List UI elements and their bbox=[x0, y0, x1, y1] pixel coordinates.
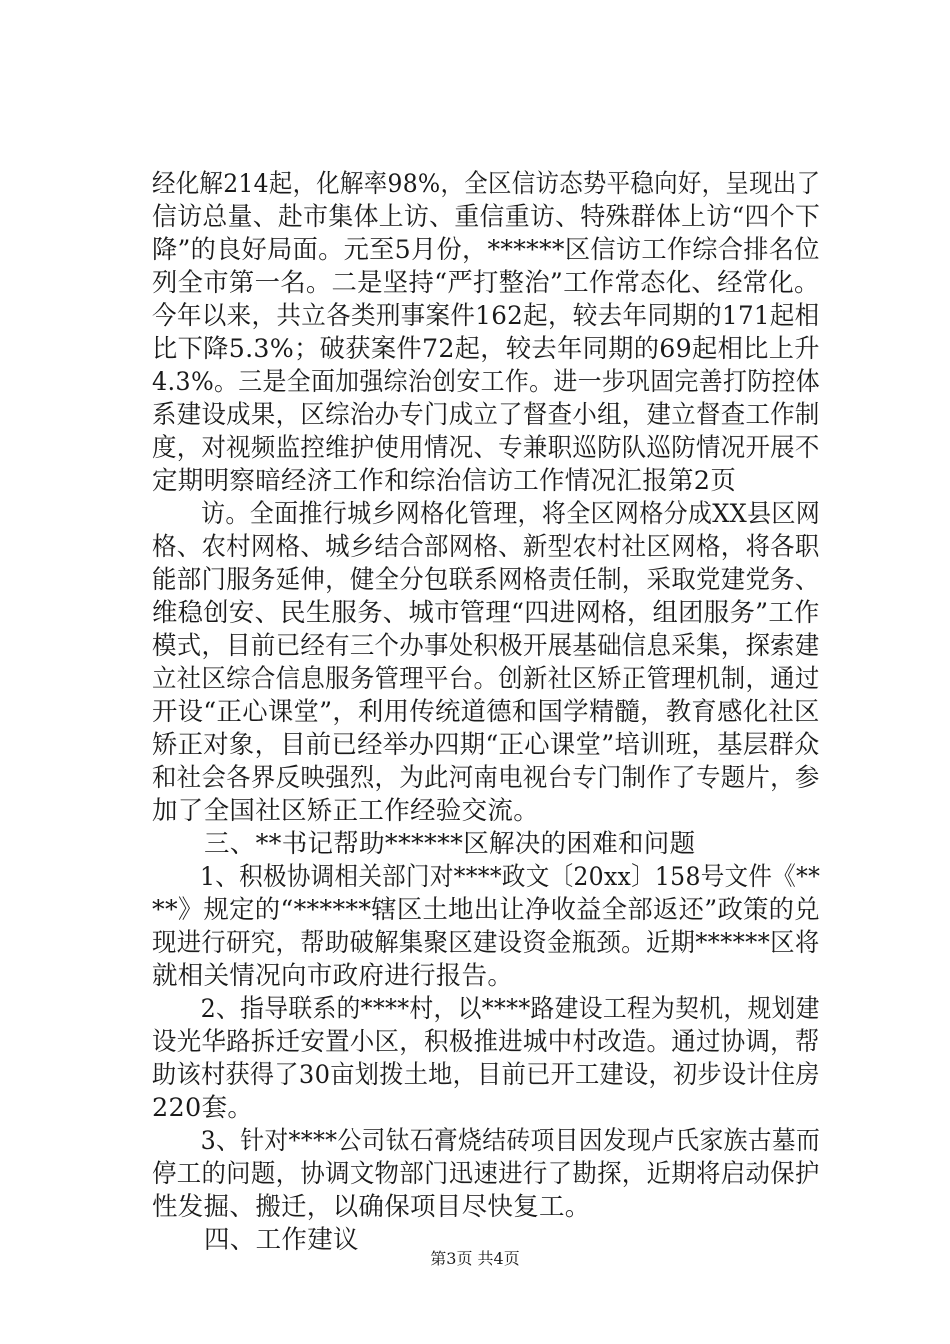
text-line: 定期明察暗经济工作和综治信访工作情况汇报第2页 bbox=[152, 466, 737, 496]
text-line: 访。全面推行城乡网格化管理，将全区网格分成XX县区网 bbox=[201, 499, 821, 529]
text-line: 立社区综合信息服务管理平台。创新社区矫正管理机制，通过 bbox=[152, 664, 820, 694]
text-line: 能部门服务延伸，健全分包联系网格责任制，采取党建党务、 bbox=[152, 565, 820, 595]
text-line: 助该村获得了30亩划拨土地，目前已开工建设，初步设计住房 bbox=[152, 1060, 820, 1090]
text-line: 比下降5.3%；破获案件72起，较去年同期的69起相比上升 bbox=[152, 334, 820, 364]
text-line: 设光华路拆迁安置小区，积极推进城中村改造。通过协调，帮 bbox=[152, 1027, 820, 1057]
text-line: 3、针对****公司钛石膏烧结砖项目因发现卢氏家族古墓而 bbox=[200, 1126, 821, 1156]
text-line: 今年以来，共立各类刑事案件162起，较去年同期的171起相 bbox=[152, 301, 820, 331]
text-line: 模式，目前已经有三个办事处积极开展基础信息采集，探索建 bbox=[152, 631, 820, 661]
text-line: 就相关情况向市政府进行报告。 bbox=[152, 961, 514, 991]
text-line: 开设“正心课堂”，利用传统道德和国学精髓，教育感化社区 bbox=[152, 697, 820, 727]
text-line: 加了全国社区矫正工作经验交流。 bbox=[152, 796, 540, 826]
text-line: 经化解214起，化解率98%，全区信访态势平稳向好，呈现出了 bbox=[152, 169, 821, 199]
text-line: 列全市第一名。二是坚持“严打整治”工作常态化、经常化。 bbox=[152, 268, 820, 298]
page-footer: 第3页 共4页 bbox=[430, 1249, 520, 1268]
text-line: 停工的问题，协调文物部门迅速进行了勘探，近期将启动保护 bbox=[152, 1159, 820, 1189]
text-line: 降”的良好局面。元至5月份，******区信访工作综合排名位 bbox=[152, 235, 820, 265]
text-line: **》规定的“******辖区土地出让净收益全部返还”政策的兑 bbox=[152, 895, 820, 925]
text-line: 矫正对象，目前已经举办四期“正心课堂”培训班，基层群众 bbox=[152, 730, 820, 760]
document-body bbox=[152, 168, 821, 1257]
text-line: 三、**书记帮助******区解决的困难和问题 bbox=[204, 829, 696, 859]
text-line: 四、工作建议 bbox=[204, 1225, 359, 1255]
text-line: 信访总量、赴市集体上访、重信重访、特殊群体上访“四个下 bbox=[152, 202, 821, 232]
text-line: 系建设成果，区综治办专门成立了督查小组，建立督查工作制 bbox=[152, 400, 820, 430]
text-line: 220套。 bbox=[152, 1093, 254, 1123]
text-line: 度，对视频监控维护使用情况、专兼职巡防队巡防情况开展不 bbox=[152, 433, 820, 463]
text-line: 维稳创安、民生服务、城市管理“四进网格，组团服务”工作 bbox=[152, 598, 820, 628]
text-line: 现进行研究，帮助破解集聚区建设资金瓶颈。近期******区将 bbox=[152, 928, 820, 958]
text-line: 1、积极协调相关部门对****政文〔20xx〕158号文件《** bbox=[200, 862, 821, 892]
text-line: 性发掘、搬迁，以确保项目尽快复工。 bbox=[152, 1192, 591, 1222]
text-line: 4.3%。三是全面加强综治创安工作。进一步巩固完善打防控体 bbox=[152, 367, 820, 397]
text-line: 2、指导联系的****村，以****路建设工程为契机，规划建 bbox=[200, 994, 820, 1024]
text-line: 格、农村网格、城乡结合部网格、新型农村社区网格，将各职 bbox=[152, 532, 820, 562]
text-line: 和社会各界反映强烈，为此河南电视台专门制作了专题片，参 bbox=[152, 763, 820, 793]
